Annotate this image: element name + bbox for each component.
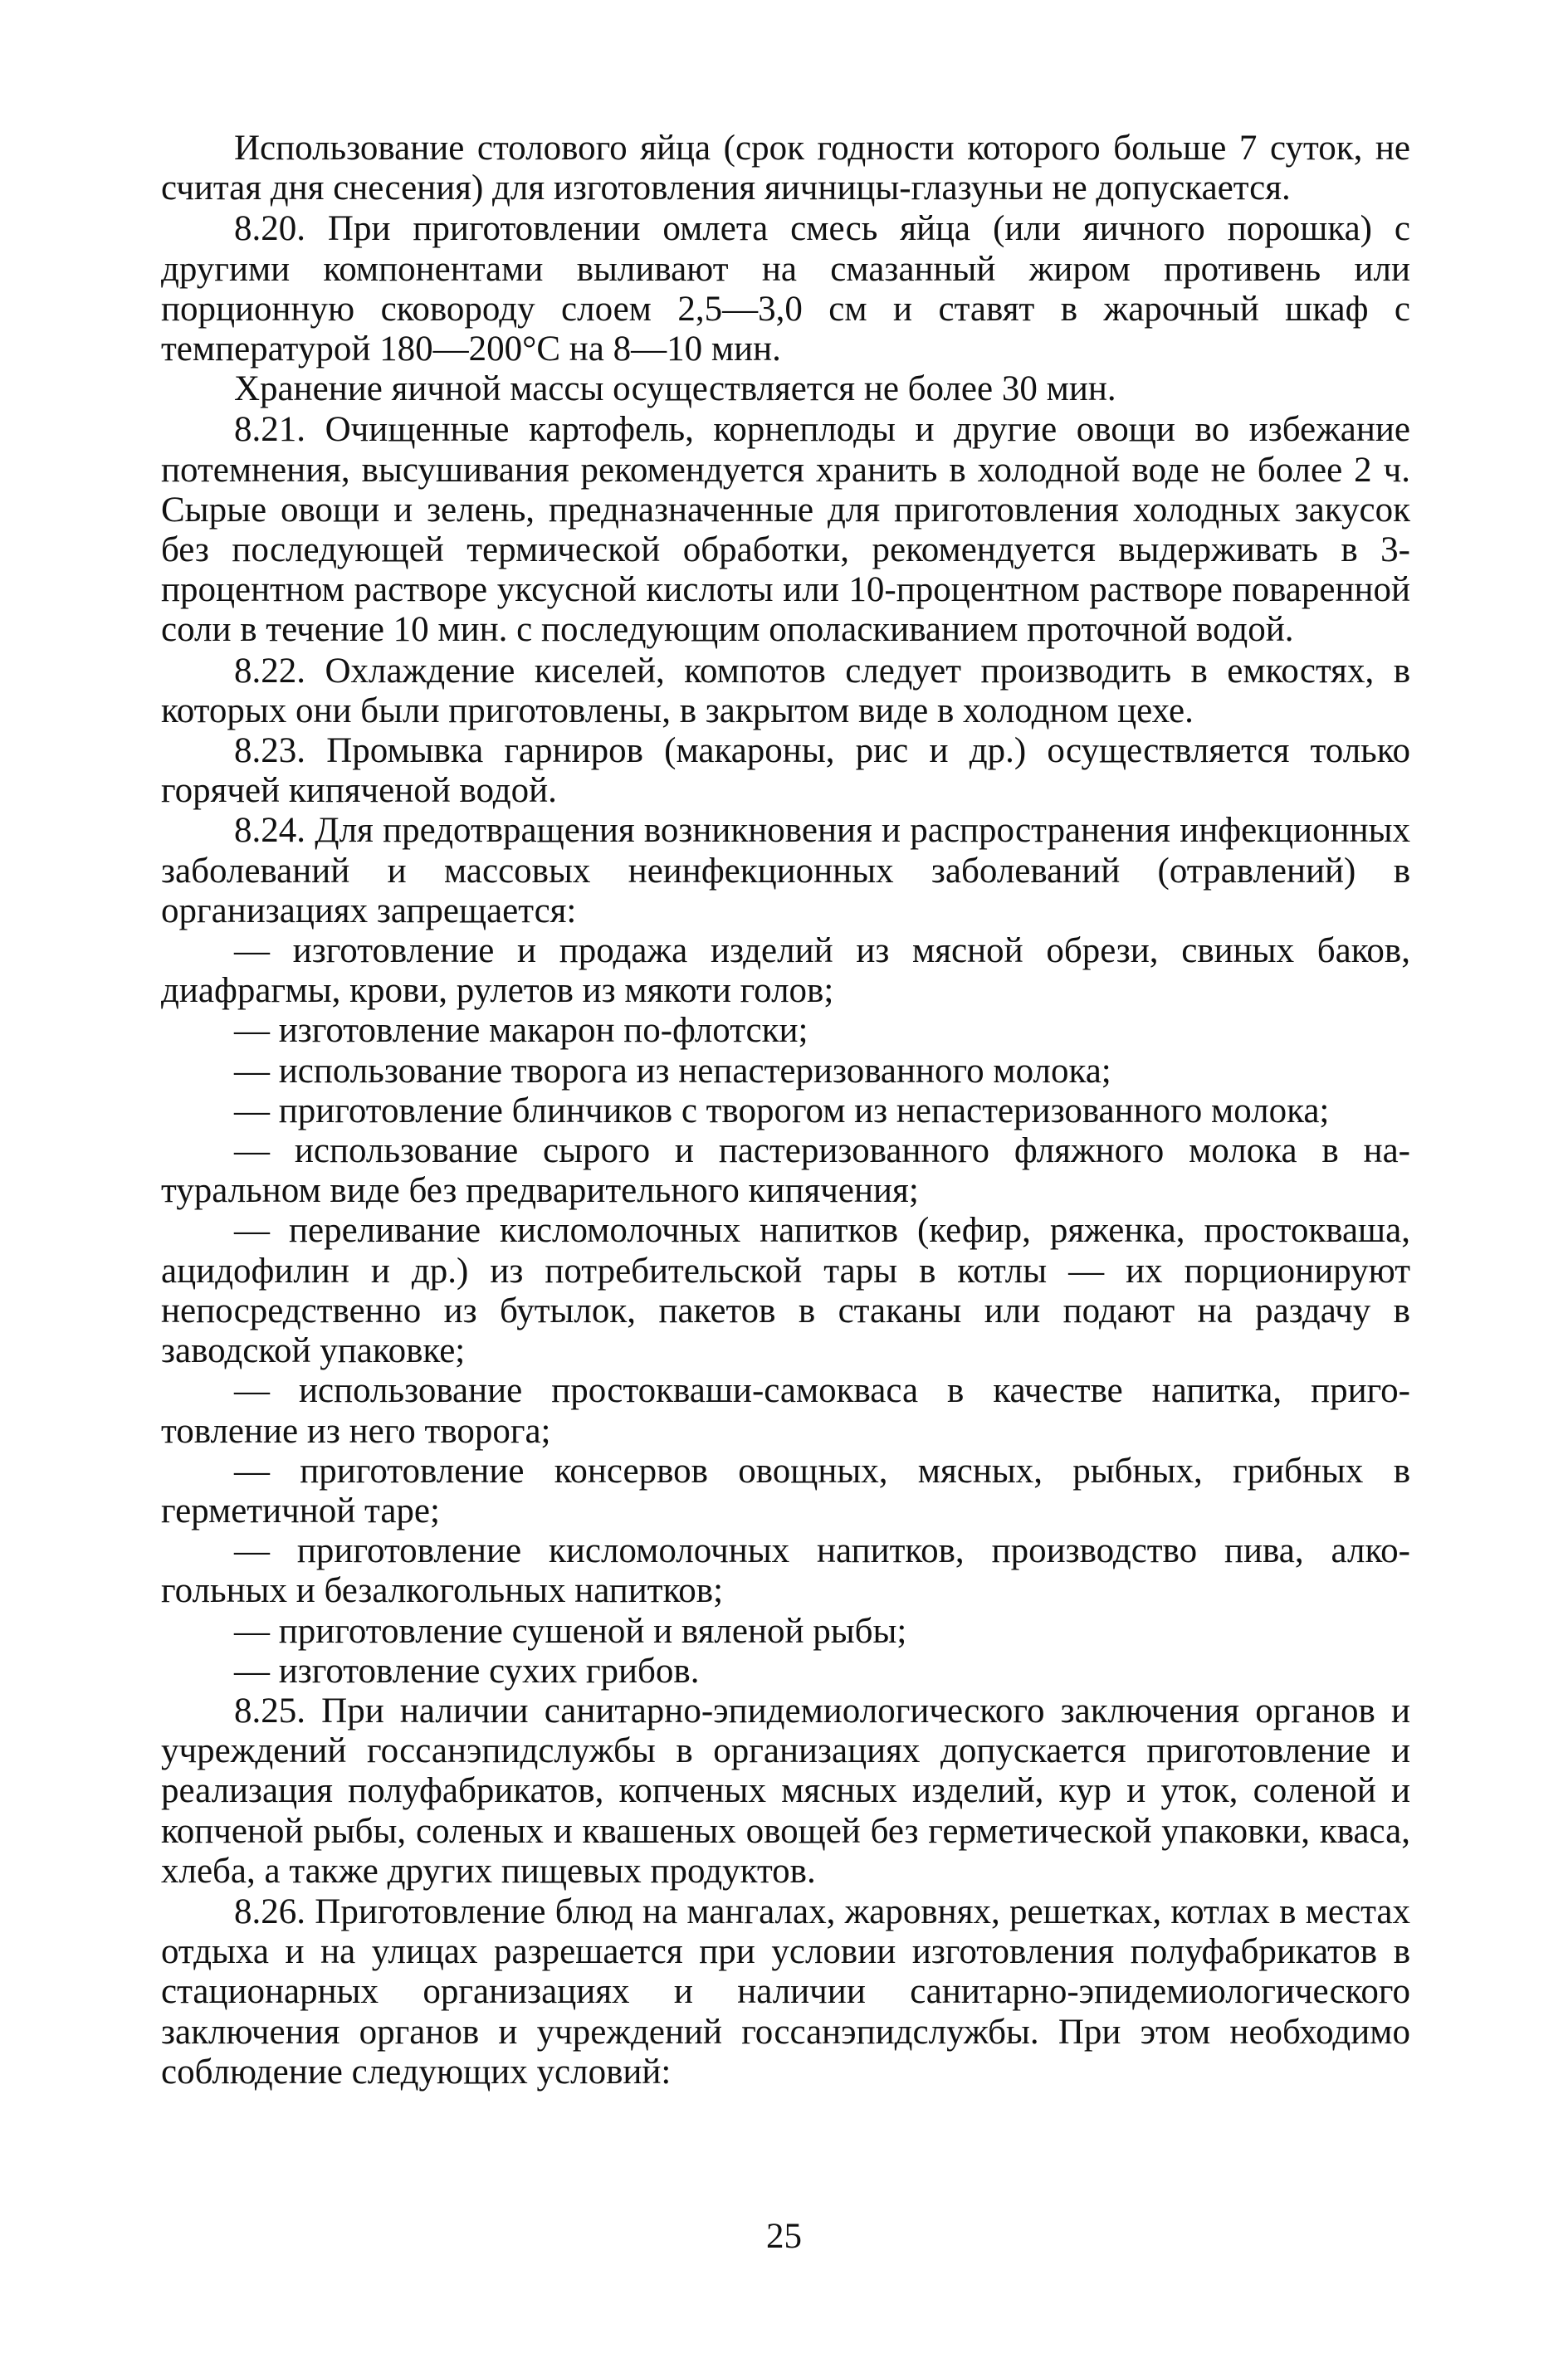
paragraph-8-26: 8.26. Приготовление блюд на мангалах, жаровнях, решетках, котлах в местах отдыха и на улицах разрешается при условии изготовления полуфабрикатов в стационарных организациях и наличии санитарно-эпидемиологического заключения органов и учреждений госсанэпидслужбы. При этом необходимо соблюдение следующих условий: <box>161 1892 1410 2092</box>
paragraph-8-25: 8.25. При наличии санитарно-эпидемиологического заключения органов и учреждений госсанэпидслужбы в организациях допускается приготовление и реализация полуфабрикатов, копченых мясных изделий, кур и уток, соленой и копченой рыбы, соленых и квашеных овощей без герметической упаковки, кваса, хлеба, а также других пищевых продуктов. <box>161 1691 1410 1891</box>
list-item-dairy-beer-drinks: — приготовление кисломолочных напитков, производство пива, алкогольных и безалкогольных напитков; <box>161 1531 1410 1611</box>
list-item-dried-mushrooms: — изготовление сухих грибов. <box>234 1651 700 1691</box>
paragraph-8-24: 8.24. Для предотвращения возникновения и распространения инфекционных заболеваний и массовых неинфекционных заболеваний (отравлений) в организациях запрещается: <box>161 811 1410 930</box>
paragraph-8-23: 8.23. Промывка гарниров (макароны, рис и др.) осуществляется только горячей кипяченой водой. <box>161 731 1410 811</box>
document-page <box>161 129 1410 2092</box>
paragraph-egg-storage: Хранение яичной массы осуществляется не более 30 мин. <box>234 369 1116 409</box>
paragraph-8-22: 8.22. Охлаждение киселей, компотов следует производить в емкостях, в которых они были приготовлены, в закрытом виде в холодном цехе. <box>161 651 1410 730</box>
paragraph-8-20: 8.20. При приготовлении омлета смесь яйца (или яичного порошка) с другими компонентами выливают на смазанный жиром противень или порционную сковороду слоем 2,5—3,0 см и ставят в жарочный шкаф с температурой 180—200°С на 8—10 мин. <box>161 209 1410 369</box>
list-item-meat-trimmings: — изготовление и продажа изделий из мясной обрези, свиных баков, диафрагмы, крови, рулетов из мякоти голов; <box>161 931 1410 1011</box>
paragraph-egg-usage: Использование столового яйца (срок годности которого больше 7 суток, не считая дня снесения) для изготовления яичницы-глазуньи не допускается. <box>161 129 1410 208</box>
list-item-unpasteurized-cottage-cheese: — использование творога из непастеризованного молока; <box>234 1051 1111 1091</box>
paragraph-8-21: 8.21. Очищенные картофель, корнеплоды и другие овощи во избежание потемнения, высушивания рекомендуется хранить в холодной воде не более 2 ч. Сырые овощи и зелень, предназначенные для приготовления холодных закусок без последующей термической обработки, рекомендуется выдерживать в 3-процентном растворе уксусной кислоты или 10-процентном растворе поваренной соли в течение 10 мин. с последующим ополаскиванием проточной водой. <box>161 410 1410 650</box>
list-item-raw-milk: — использование сырого и пастеризованного фляжного молока в натуральном виде без предварительного кипячения; <box>161 1131 1410 1211</box>
list-item-navy-pasta: — изготовление макарон по-флотски; <box>234 1011 808 1051</box>
list-item-dried-fish: — приготовление сушеной и вяленой рыбы; <box>234 1611 907 1651</box>
list-item-pouring-dairy-drinks: — переливание кисломолочных напитков (кефир, ряженка, простокваша, ацидофилин и др.) из потребительской тары в котлы — их порционируют непосредственно из бутылок, пакетов в стаканы или подают на раздачу в заводской упаковке; <box>161 1211 1410 1371</box>
page-number: 25 <box>766 2217 802 2256</box>
list-item-crepes: — приготовление блинчиков с творогом из непастеризованного молока; <box>234 1091 1330 1130</box>
list-item-canned-goods: — приготовление консервов овощных, мясных, рыбных, грибных в герметичной таре; <box>161 1451 1410 1530</box>
list-item-prostokvasha: — использование простокваши-самокваса в качестве напитка, приготовление из него творога; <box>161 1371 1410 1451</box>
